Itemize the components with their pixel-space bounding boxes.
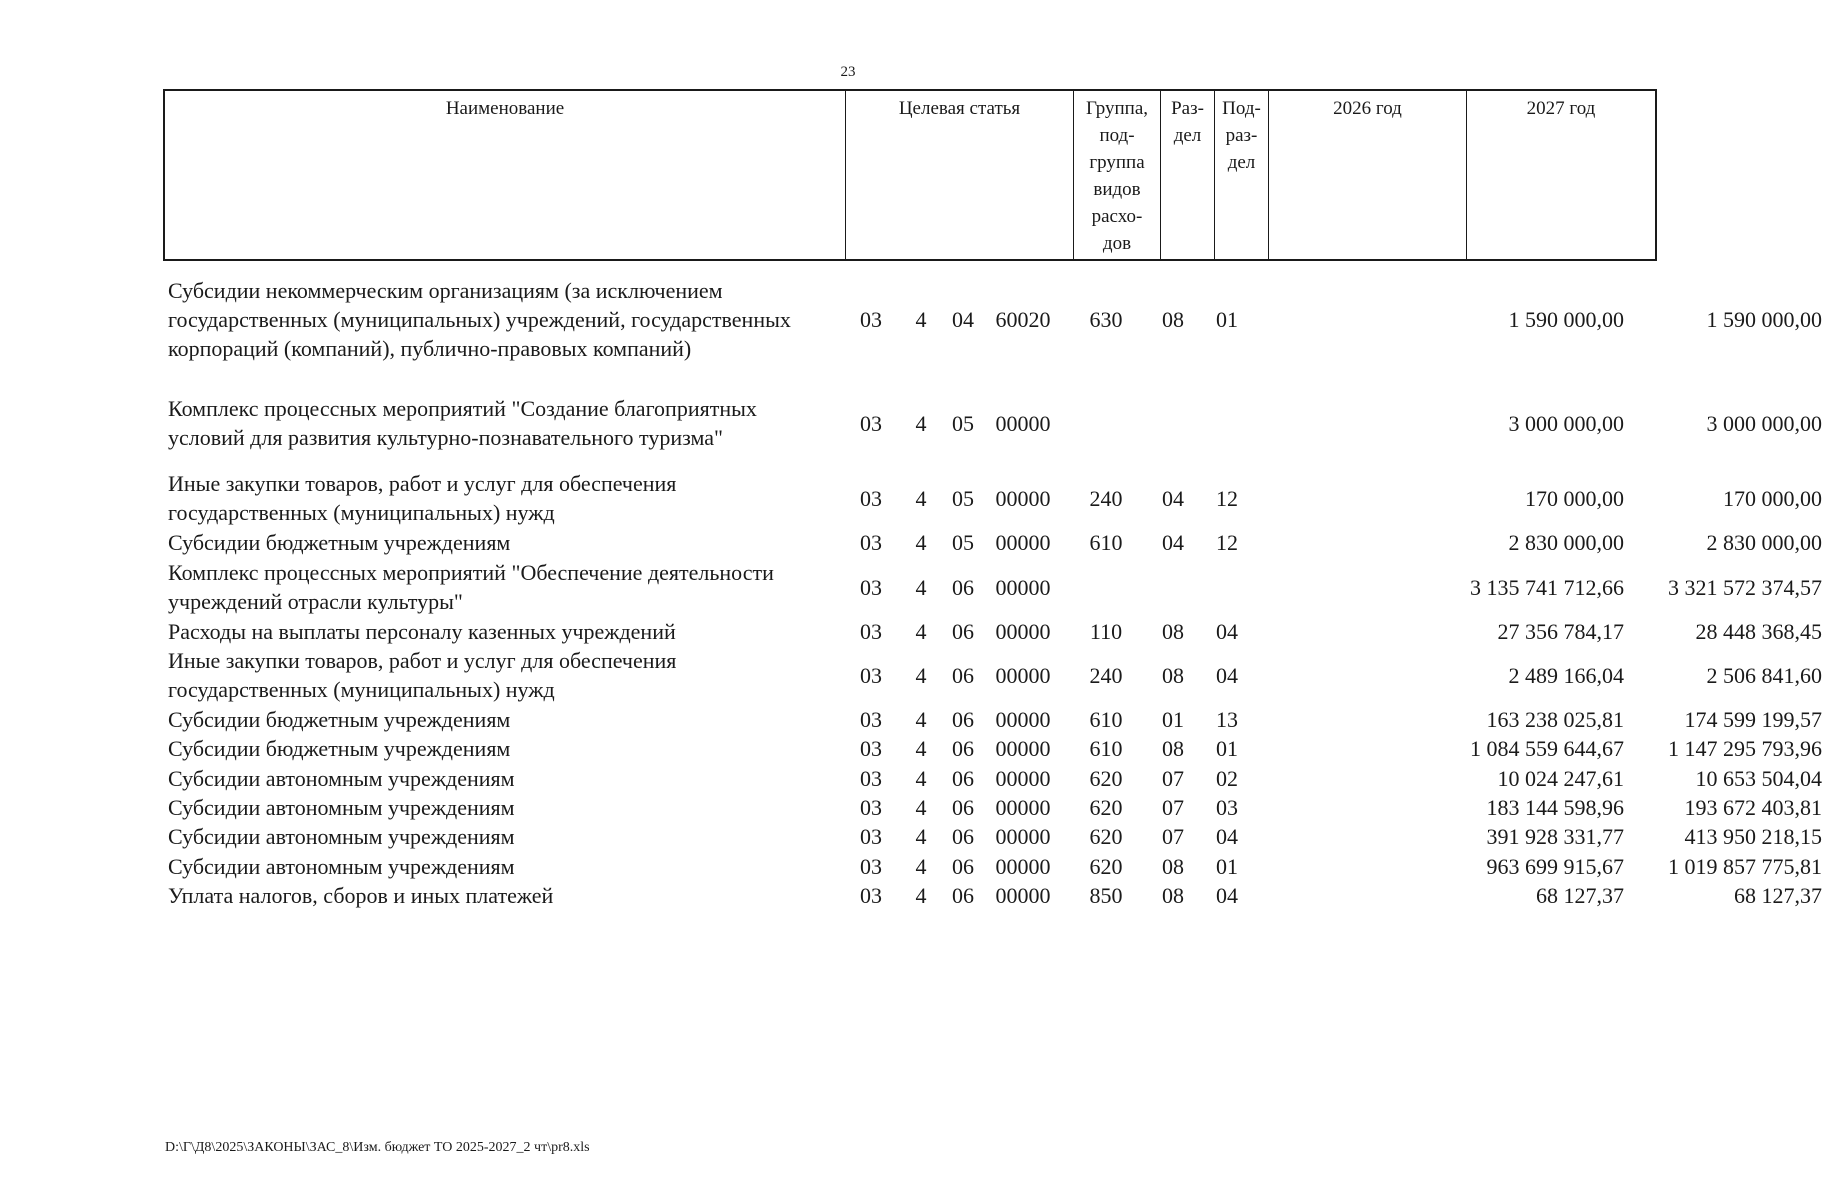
row-name: Комплекс процессных мероприятий "Создание благоприятных условий для развития культурно-познавательного туризма" bbox=[168, 396, 757, 450]
cell-2026: 10 024 247,61 bbox=[1497, 766, 1624, 791]
cell-target-type: 4 bbox=[915, 663, 927, 688]
cell-target-type: 4 bbox=[915, 486, 927, 511]
cell-target-complex: 04 bbox=[952, 307, 974, 332]
cell-target-type: 4 bbox=[915, 824, 927, 849]
cell-target-direction: 00000 bbox=[995, 854, 1051, 879]
cell-target-complex: 06 bbox=[952, 883, 974, 908]
cell-group: 630 bbox=[1089, 307, 1123, 332]
cell-group: 240 bbox=[1089, 663, 1123, 688]
cell-target-complex: 06 bbox=[952, 795, 974, 820]
header-group-line: под- bbox=[1099, 125, 1135, 146]
cell-target-type: 4 bbox=[915, 619, 927, 644]
cell-target-direction: 00000 bbox=[995, 619, 1051, 644]
header-group-line: дов bbox=[1102, 233, 1132, 254]
row-name: Субсидии автономным учреждениям bbox=[168, 795, 515, 820]
cell-target-type: 4 bbox=[915, 307, 927, 332]
cell-target-complex: 06 bbox=[952, 575, 974, 600]
cell-section: 07 bbox=[1162, 795, 1184, 820]
cell-target-direction: 00000 bbox=[995, 883, 1051, 908]
file-path-footer: D:\Г\Д8\2025\ЗАКОНЫ\ЗАС_8\Изм. бюджет ТО 2025-2027_2 чт\pr8.xls bbox=[165, 1140, 590, 1155]
cell-subsection: 01 bbox=[1216, 307, 1238, 332]
header-target-article: Целевая статья bbox=[845, 91, 1073, 259]
cell-target-direction: 60020 bbox=[995, 307, 1051, 332]
cell-subsection: 01 bbox=[1216, 854, 1238, 879]
cell-2026: 170 000,00 bbox=[1525, 486, 1624, 511]
header-name: Наименование bbox=[445, 98, 565, 119]
cell-section: 08 bbox=[1162, 883, 1184, 908]
header-year-2027: 2027 год bbox=[1466, 91, 1655, 259]
cell-target-program: 03 bbox=[860, 766, 882, 791]
cell-target-complex: 06 bbox=[952, 854, 974, 879]
cell-target-program: 03 bbox=[860, 411, 882, 436]
cell-section: 08 bbox=[1162, 663, 1184, 688]
cell-target-type: 4 bbox=[915, 795, 927, 820]
cell-2027: 2 506 841,60 bbox=[1706, 663, 1822, 688]
cell-2027: 3 321 572 374,57 bbox=[1668, 575, 1822, 600]
header-subsection bbox=[1214, 91, 1268, 259]
cell-2026: 27 356 784,17 bbox=[1497, 619, 1624, 644]
cell-target-type: 4 bbox=[915, 736, 927, 761]
cell-target-complex: 05 bbox=[952, 486, 974, 511]
cell-target-program: 03 bbox=[860, 530, 882, 555]
cell-2027: 10 653 504,04 bbox=[1695, 766, 1822, 791]
cell-group: 610 bbox=[1089, 530, 1123, 555]
header-group-line: видов bbox=[1093, 179, 1141, 200]
cell-target-complex: 05 bbox=[952, 530, 974, 555]
cell-2027: 3 000 000,00 bbox=[1706, 411, 1822, 436]
cell-target-direction: 00000 bbox=[995, 707, 1051, 732]
cell-subsection: 04 bbox=[1216, 824, 1238, 849]
row-name: Иные закупки товаров, работ и услуг для обеспечения государственных (муниципальных) нужд bbox=[168, 471, 677, 525]
cell-target-complex: 06 bbox=[952, 707, 974, 732]
cell-2027: 1 147 295 793,96 bbox=[1668, 736, 1822, 761]
cell-subsection: 12 bbox=[1216, 530, 1238, 555]
cell-2026: 163 238 025,81 bbox=[1486, 707, 1624, 732]
cell-target-direction: 00000 bbox=[995, 824, 1051, 849]
cell-target-direction: 00000 bbox=[995, 411, 1051, 436]
cell-target-program: 03 bbox=[860, 307, 882, 332]
cell-2026: 391 928 331,77 bbox=[1486, 824, 1624, 849]
cell-group: 620 bbox=[1089, 824, 1123, 849]
cell-group: 110 bbox=[1089, 619, 1123, 644]
cell-2026: 1 084 559 644,67 bbox=[1470, 736, 1624, 761]
cell-2027: 413 950 218,15 bbox=[1684, 824, 1822, 849]
cell-subsection: 04 bbox=[1216, 619, 1238, 644]
cell-2027: 2 830 000,00 bbox=[1706, 530, 1822, 555]
table-header bbox=[163, 89, 1657, 261]
cell-target-program: 03 bbox=[860, 883, 882, 908]
cell-target-type: 4 bbox=[915, 707, 927, 732]
row-name: Комплекс процессных мероприятий "Обеспечение деятельности учреждений отрасли культуры" bbox=[168, 560, 774, 614]
cell-2026: 2 489 166,04 bbox=[1508, 663, 1624, 688]
cell-group: 620 bbox=[1089, 795, 1123, 820]
cell-2026: 183 144 598,96 bbox=[1486, 795, 1624, 820]
cell-target-direction: 00000 bbox=[995, 575, 1051, 600]
cell-target-type: 4 bbox=[915, 530, 927, 555]
cell-group: 850 bbox=[1089, 883, 1123, 908]
cell-subsection: 04 bbox=[1216, 883, 1238, 908]
cell-target-type: 4 bbox=[915, 766, 927, 791]
cell-target-complex: 06 bbox=[952, 663, 974, 688]
row-name: Субсидии бюджетным учреждениям bbox=[168, 736, 511, 761]
header-section-line: дел bbox=[1173, 125, 1202, 146]
cell-target-direction: 00000 bbox=[995, 766, 1051, 791]
cell-target-direction: 00000 bbox=[995, 795, 1051, 820]
row-name: Расходы на выплаты персоналу казенных учреждений bbox=[168, 619, 676, 644]
cell-subsection: 04 bbox=[1216, 663, 1238, 688]
cell-group: 610 bbox=[1089, 707, 1123, 732]
cell-group: 610 bbox=[1089, 736, 1123, 761]
cell-2026: 2 830 000,00 bbox=[1508, 530, 1624, 555]
cell-subsection: 02 bbox=[1216, 766, 1238, 791]
header-group bbox=[1073, 91, 1160, 259]
cell-2027: 28 448 368,45 bbox=[1695, 619, 1822, 644]
cell-2027: 174 599 199,57 bbox=[1684, 707, 1822, 732]
cell-subsection: 13 bbox=[1216, 707, 1238, 732]
cell-section: 08 bbox=[1162, 307, 1184, 332]
cell-target-program: 03 bbox=[860, 619, 882, 644]
header-section bbox=[1160, 91, 1214, 259]
cell-2027: 170 000,00 bbox=[1723, 486, 1822, 511]
header-section-line: Раз- bbox=[1171, 98, 1204, 119]
cell-section: 01 bbox=[1162, 707, 1184, 732]
cell-target-program: 03 bbox=[860, 854, 882, 879]
cell-target-program: 03 bbox=[860, 663, 882, 688]
row-name: Субсидии бюджетным учреждениям bbox=[168, 707, 511, 732]
cell-target-program: 03 bbox=[860, 707, 882, 732]
cell-group: 240 bbox=[1089, 486, 1123, 511]
cell-subsection: 03 bbox=[1216, 795, 1238, 820]
row-name: Иные закупки товаров, работ и услуг для обеспечения государственных (муниципальных) нужд bbox=[168, 648, 677, 702]
cell-subsection: 12 bbox=[1216, 486, 1238, 511]
cell-2027: 1 019 857 775,81 bbox=[1668, 854, 1822, 879]
cell-2026: 1 590 000,00 bbox=[1508, 307, 1624, 332]
cell-2027: 1 590 000,00 bbox=[1706, 307, 1822, 332]
cell-section: 08 bbox=[1162, 619, 1184, 644]
row-name: Субсидии автономным учреждениям bbox=[168, 824, 515, 849]
header-subsection-line: раз- bbox=[1225, 125, 1258, 146]
cell-target-program: 03 bbox=[860, 824, 882, 849]
cell-target-program: 03 bbox=[860, 486, 882, 511]
cell-subsection: 01 bbox=[1216, 736, 1238, 761]
cell-2027: 193 672 403,81 bbox=[1684, 795, 1822, 820]
row-name: Субсидии автономным учреждениям bbox=[168, 854, 515, 879]
cell-section: 04 bbox=[1162, 530, 1184, 555]
cell-section: 07 bbox=[1162, 824, 1184, 849]
row-name: Субсидии бюджетным учреждениям bbox=[168, 530, 511, 555]
row-name: Уплата налогов, сборов и иных платежей bbox=[168, 883, 554, 908]
cell-target-direction: 00000 bbox=[995, 663, 1051, 688]
cell-group: 620 bbox=[1089, 766, 1123, 791]
cell-target-complex: 06 bbox=[952, 766, 974, 791]
cell-target-complex: 06 bbox=[952, 619, 974, 644]
cell-target-type: 4 bbox=[915, 411, 927, 436]
cell-target-direction: 00000 bbox=[995, 736, 1051, 761]
row-name: Субсидии некоммерческим организациям (за исключением государственных (муниципальных) учреждений, государственных корпораций (компаний), публично-правовых компаний) bbox=[168, 278, 791, 361]
cell-target-complex: 05 bbox=[952, 411, 974, 436]
cell-target-type: 4 bbox=[915, 854, 927, 879]
row-name: Субсидии автономным учреждениям bbox=[168, 766, 515, 791]
cell-target-direction: 00000 bbox=[995, 486, 1051, 511]
page-number: 23 bbox=[840, 64, 856, 80]
cell-target-complex: 06 bbox=[952, 736, 974, 761]
header-subsection-line: дел bbox=[1227, 152, 1256, 173]
cell-2027: 68 127,37 bbox=[1734, 883, 1822, 908]
header-year-2026: 2026 год bbox=[1268, 91, 1466, 259]
cell-target-program: 03 bbox=[860, 736, 882, 761]
cell-target-program: 03 bbox=[860, 795, 882, 820]
cell-group: 620 bbox=[1089, 854, 1123, 879]
cell-target-program: 03 bbox=[860, 575, 882, 600]
cell-2026: 963 699 915,67 bbox=[1486, 854, 1624, 879]
header-group-line: Группа, bbox=[1085, 98, 1149, 119]
cell-2026: 3 135 741 712,66 bbox=[1470, 575, 1624, 600]
header-subsection-line: Под- bbox=[1222, 98, 1261, 119]
cell-target-type: 4 bbox=[915, 575, 927, 600]
cell-section: 04 bbox=[1162, 486, 1184, 511]
cell-section: 08 bbox=[1162, 736, 1184, 761]
cell-section: 08 bbox=[1162, 854, 1184, 879]
header-group-line: расхо- bbox=[1091, 206, 1143, 227]
cell-2026: 3 000 000,00 bbox=[1508, 411, 1624, 436]
header-group-line: группа bbox=[1089, 152, 1145, 173]
cell-target-type: 4 bbox=[915, 883, 927, 908]
cell-target-complex: 06 bbox=[952, 824, 974, 849]
cell-target-direction: 00000 bbox=[995, 530, 1051, 555]
cell-section: 07 bbox=[1162, 766, 1184, 791]
cell-2026: 68 127,37 bbox=[1536, 883, 1624, 908]
